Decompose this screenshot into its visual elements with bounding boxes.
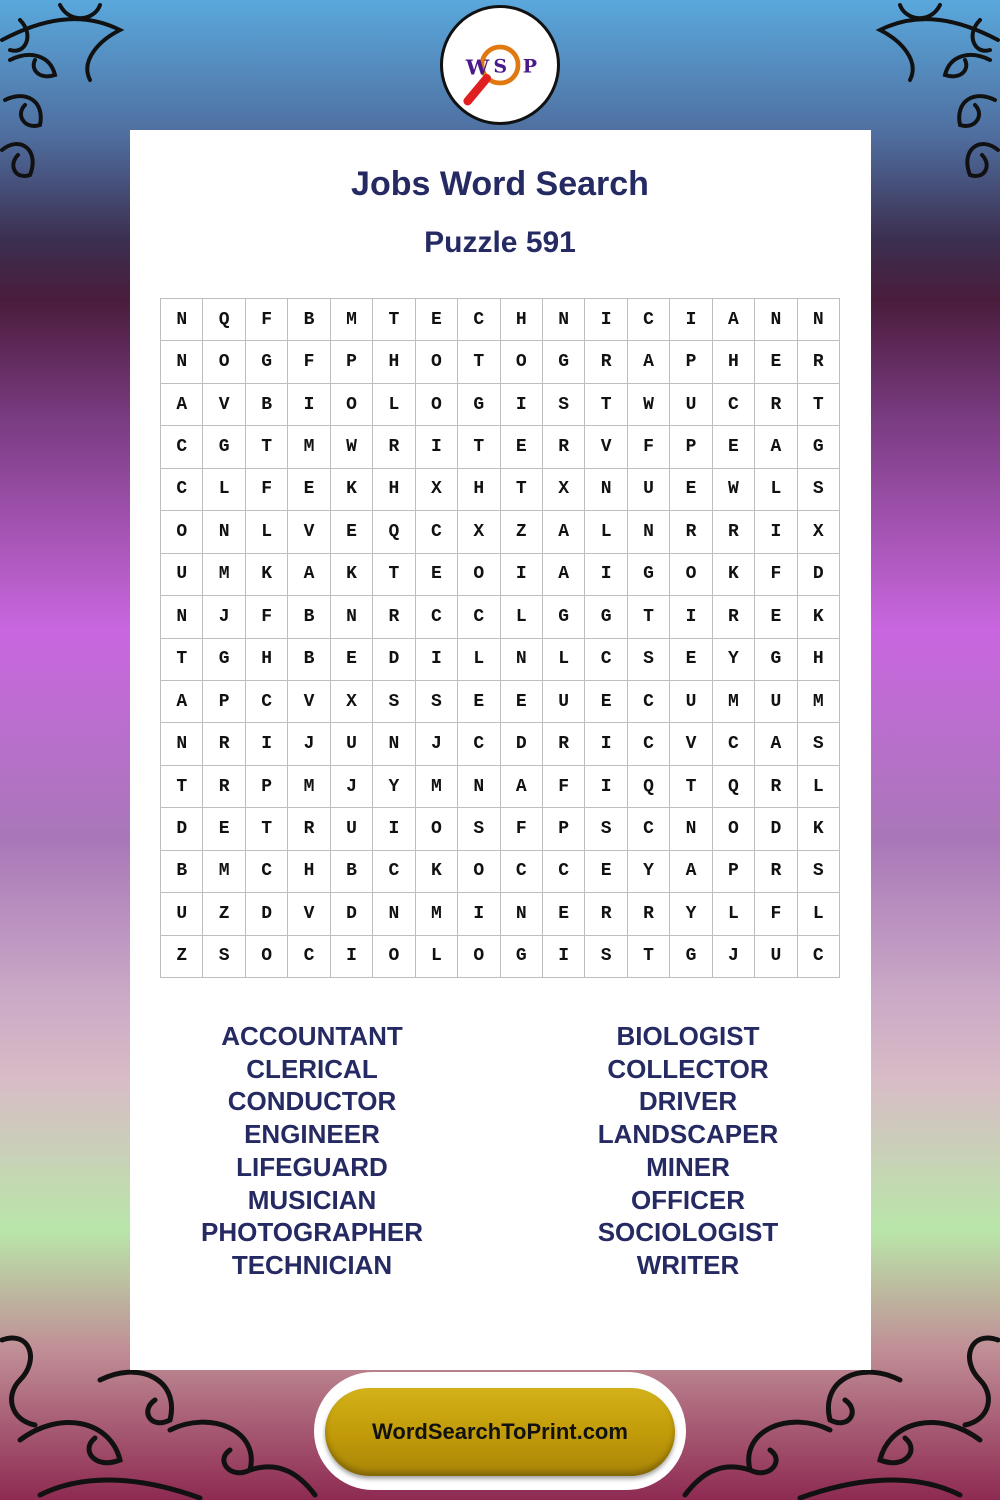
grid-cell[interactable]: E [585, 851, 627, 893]
word-list-item: WRITER [636, 1249, 740, 1280]
grid-cell[interactable]: E [543, 893, 585, 935]
grid-cell[interactable]: V [288, 893, 330, 935]
grid-cell[interactable]: E [331, 639, 373, 681]
footer-website-button[interactable]: WordSearchToPrint.com [325, 1388, 675, 1476]
grid-cell[interactable]: R [585, 893, 627, 935]
grid-cell[interactable]: K [713, 554, 755, 596]
grid-cell[interactable]: A [288, 554, 330, 596]
grid-cell[interactable]: Z [501, 511, 543, 553]
grid-cell[interactable]: I [416, 639, 458, 681]
grid-cell[interactable]: T [628, 936, 670, 978]
grid-cell[interactable]: F [628, 426, 670, 468]
grid-cell[interactable]: N [161, 596, 203, 638]
grid-cell[interactable]: I [416, 426, 458, 468]
grid-cell[interactable]: N [798, 299, 840, 341]
grid-cell[interactable]: O [203, 341, 245, 383]
grid-cell[interactable]: L [798, 766, 840, 808]
grid-cell[interactable]: N [331, 596, 373, 638]
grid-cell[interactable]: G [458, 384, 500, 426]
word-list-item: CLERICAL [246, 1053, 378, 1084]
grid-cell[interactable]: F [246, 299, 288, 341]
grid-cell[interactable]: G [246, 341, 288, 383]
grid-cell[interactable]: O [501, 341, 543, 383]
grid-cell[interactable]: Q [713, 766, 755, 808]
grid-cell[interactable]: G [501, 936, 543, 978]
grid-cell[interactable]: K [331, 554, 373, 596]
grid-cell[interactable]: F [246, 469, 288, 511]
grid-cell[interactable]: G [628, 554, 670, 596]
grid-cell[interactable]: O [373, 936, 415, 978]
grid-cell[interactable]: I [585, 723, 627, 765]
grid-cell[interactable]: A [670, 851, 712, 893]
grid-cell[interactable]: O [713, 808, 755, 850]
grid-cell[interactable]: B [161, 851, 203, 893]
grid-cell[interactable]: N [755, 299, 797, 341]
letter-grid [160, 298, 840, 978]
grid-cell[interactable]: K [331, 469, 373, 511]
grid-cell[interactable]: E [416, 299, 458, 341]
grid-cell[interactable]: B [288, 639, 330, 681]
grid-cell[interactable]: U [543, 681, 585, 723]
grid-cell[interactable]: L [798, 893, 840, 935]
word-list-item: TECHNICIAN [231, 1249, 393, 1280]
grid-cell[interactable]: N [501, 893, 543, 935]
grid-cell[interactable]: C [246, 681, 288, 723]
grid-cell[interactable]: V [288, 681, 330, 723]
grid-cell[interactable]: R [798, 341, 840, 383]
grid-cell[interactable]: R [713, 511, 755, 553]
grid-cell[interactable]: O [331, 384, 373, 426]
grid-cell[interactable]: O [416, 341, 458, 383]
grid-cell[interactable]: R [755, 766, 797, 808]
grid-cell[interactable]: N [203, 511, 245, 553]
grid-cell[interactable]: R [288, 808, 330, 850]
grid-cell[interactable]: E [288, 469, 330, 511]
word-list-item: LANDSCAPER [597, 1119, 779, 1150]
grid-cell[interactable]: K [798, 808, 840, 850]
grid-cell[interactable]: P [203, 681, 245, 723]
grid-cell[interactable]: O [416, 384, 458, 426]
grid-cell[interactable]: I [585, 554, 627, 596]
grid-cell[interactable]: P [670, 426, 712, 468]
grid-cell[interactable]: A [543, 511, 585, 553]
grid-cell[interactable]: F [501, 808, 543, 850]
grid-cell[interactable]: A [628, 341, 670, 383]
grid-cell[interactable]: O [416, 808, 458, 850]
grid-cell[interactable]: D [161, 808, 203, 850]
grid-cell[interactable]: E [755, 341, 797, 383]
grid-cell[interactable]: K [798, 596, 840, 638]
grid-cell[interactable]: C [628, 681, 670, 723]
grid-cell[interactable]: R [373, 596, 415, 638]
page-title: Jobs Word Search [351, 165, 649, 203]
grid-cell[interactable]: E [501, 681, 543, 723]
grid-cell[interactable]: M [288, 426, 330, 468]
grid-cell[interactable]: E [670, 469, 712, 511]
grid-cell[interactable]: A [501, 766, 543, 808]
grid-cell[interactable]: L [203, 469, 245, 511]
grid-cell[interactable]: A [755, 723, 797, 765]
grid-cell[interactable]: L [713, 893, 755, 935]
grid-cell[interactable]: T [161, 639, 203, 681]
grid-cell[interactable]: T [501, 469, 543, 511]
grid-cell[interactable]: H [373, 341, 415, 383]
grid-cell[interactable]: C [458, 299, 500, 341]
grid-cell[interactable]: T [585, 384, 627, 426]
grid-cell[interactable]: E [755, 596, 797, 638]
grid-cell[interactable]: H [501, 299, 543, 341]
grid-cell[interactable]: F [755, 554, 797, 596]
grid-cell[interactable]: D [246, 893, 288, 935]
grid-cell[interactable]: N [543, 299, 585, 341]
grid-cell[interactable]: H [798, 639, 840, 681]
grid-cell[interactable]: I [543, 936, 585, 978]
grid-cell[interactable]: N [161, 723, 203, 765]
grid-cell[interactable]: E [331, 511, 373, 553]
grid-cell[interactable]: P [713, 851, 755, 893]
grid-cell[interactable]: U [628, 469, 670, 511]
grid-cell[interactable]: O [458, 851, 500, 893]
grid-cell[interactable]: R [713, 596, 755, 638]
grid-cell[interactable]: I [458, 893, 500, 935]
grid-cell[interactable]: L [543, 639, 585, 681]
grid-cell[interactable]: G [543, 341, 585, 383]
word-list-item: PHOTOGRAPHER [201, 1217, 423, 1248]
grid-cell[interactable]: P [670, 341, 712, 383]
word-list-item: MUSICIAN [247, 1184, 377, 1215]
grid-cell[interactable]: L [501, 596, 543, 638]
grid-cell[interactable]: R [543, 426, 585, 468]
grid-cell[interactable]: P [331, 341, 373, 383]
grid-cell[interactable]: C [628, 299, 670, 341]
grid-cell[interactable]: H [713, 341, 755, 383]
word-list-left [152, 1020, 472, 1282]
grid-cell[interactable]: R [755, 384, 797, 426]
grid-cell[interactable]: I [331, 936, 373, 978]
grid-cell[interactable]: G [670, 936, 712, 978]
grid-cell[interactable]: T [373, 299, 415, 341]
grid-cell[interactable]: T [628, 596, 670, 638]
grid-cell[interactable]: F [543, 766, 585, 808]
grid-cell[interactable]: B [288, 596, 330, 638]
word-list-item: OFFICER [630, 1184, 746, 1215]
grid-cell[interactable]: C [628, 723, 670, 765]
grid-cell[interactable]: R [585, 341, 627, 383]
grid-cell[interactable]: S [416, 681, 458, 723]
grid-cell[interactable]: G [203, 639, 245, 681]
grid-cell[interactable]: S [798, 723, 840, 765]
grid-cell[interactable]: J [416, 723, 458, 765]
grid-cell[interactable]: Z [161, 936, 203, 978]
grid-cell[interactable]: X [331, 681, 373, 723]
grid-cell[interactable]: U [755, 936, 797, 978]
grid-cell[interactable]: H [373, 469, 415, 511]
grid-cell[interactable]: X [543, 469, 585, 511]
grid-cell[interactable]: R [628, 893, 670, 935]
grid-cell[interactable]: N [585, 469, 627, 511]
grid-cell[interactable]: T [246, 426, 288, 468]
grid-cell[interactable]: B [246, 384, 288, 426]
grid-cell[interactable]: A [161, 681, 203, 723]
grid-cell[interactable]: Y [713, 639, 755, 681]
grid-cell[interactable]: J [203, 596, 245, 638]
grid-cell[interactable]: T [458, 426, 500, 468]
grid-cell[interactable]: S [543, 384, 585, 426]
grid-cell[interactable]: E [713, 426, 755, 468]
grid-cell[interactable]: E [416, 554, 458, 596]
word-list-right [528, 1020, 848, 1282]
grid-cell[interactable]: E [670, 639, 712, 681]
grid-cell[interactable]: M [203, 554, 245, 596]
grid-cell[interactable]: O [458, 936, 500, 978]
logo-letter-w: W [465, 54, 490, 80]
site-logo[interactable] [440, 5, 560, 125]
grid-cell[interactable]: Y [628, 851, 670, 893]
grid-cell[interactable]: D [798, 554, 840, 596]
grid-cell[interactable]: U [331, 808, 373, 850]
grid-cell[interactable]: C [798, 936, 840, 978]
grid-cell[interactable]: N [670, 808, 712, 850]
grid-cell[interactable]: H [288, 851, 330, 893]
grid-cell[interactable]: C [458, 596, 500, 638]
grid-cell[interactable]: M [203, 851, 245, 893]
grid-cell[interactable]: K [416, 851, 458, 893]
grid-cell[interactable]: U [670, 681, 712, 723]
grid-cell[interactable]: L [416, 936, 458, 978]
grid-cell[interactable]: F [755, 893, 797, 935]
grid-cell[interactable]: C [501, 851, 543, 893]
grid-cell[interactable]: S [373, 681, 415, 723]
grid-cell[interactable]: C [246, 851, 288, 893]
grid-cell[interactable]: R [203, 766, 245, 808]
grid-cell[interactable]: X [798, 511, 840, 553]
grid-cell[interactable]: L [755, 469, 797, 511]
grid-cell[interactable]: U [161, 893, 203, 935]
grid-cell[interactable]: Y [373, 766, 415, 808]
grid-cell[interactable]: M [798, 681, 840, 723]
grid-cell[interactable]: E [585, 681, 627, 723]
grid-cell[interactable]: L [373, 384, 415, 426]
logo-letter-s: S [493, 55, 508, 78]
grid-cell[interactable]: V [203, 384, 245, 426]
word-list-item: COLLECTOR [607, 1053, 769, 1084]
grid-cell[interactable]: X [458, 511, 500, 553]
grid-cell[interactable]: C [373, 851, 415, 893]
grid-cell[interactable]: L [585, 511, 627, 553]
grid-cell[interactable]: O [670, 554, 712, 596]
grid-cell[interactable]: W [628, 384, 670, 426]
magnifier-icon [443, 8, 557, 122]
word-list-item: MINER [646, 1151, 730, 1182]
grid-cell[interactable]: C [416, 596, 458, 638]
grid-cell[interactable]: J [288, 723, 330, 765]
grid-cell[interactable]: T [458, 341, 500, 383]
grid-cell[interactable]: N [161, 341, 203, 383]
grid-cell[interactable]: I [501, 384, 543, 426]
grid-cell[interactable]: S [203, 936, 245, 978]
grid-cell[interactable]: Y [670, 893, 712, 935]
grid-cell[interactable]: H [246, 639, 288, 681]
grid-cell[interactable]: I [501, 554, 543, 596]
word-list-item: DRIVER [638, 1086, 738, 1117]
grid-cell[interactable]: R [203, 723, 245, 765]
grid-cell[interactable]: Q [373, 511, 415, 553]
grid-cell[interactable]: T [246, 808, 288, 850]
grid-cell[interactable]: K [246, 554, 288, 596]
grid-cell[interactable]: C [288, 936, 330, 978]
grid-cell[interactable]: C [458, 723, 500, 765]
grid-cell[interactable]: O [161, 511, 203, 553]
grid-cell[interactable]: I [373, 808, 415, 850]
logo-letter-p: P [522, 55, 538, 78]
word-list-item: CONDUCTOR [227, 1086, 397, 1117]
word-list-item: LIFEGUARD [236, 1151, 388, 1182]
grid-cell[interactable]: R [755, 851, 797, 893]
grid-cell[interactable]: J [713, 936, 755, 978]
grid-cell[interactable]: A [161, 384, 203, 426]
grid-cell[interactable]: G [585, 596, 627, 638]
grid-cell[interactable]: I [246, 723, 288, 765]
grid-cell[interactable]: S [585, 808, 627, 850]
grid-cell[interactable]: U [331, 723, 373, 765]
grid-cell[interactable]: E [501, 426, 543, 468]
grid-cell[interactable]: O [458, 554, 500, 596]
grid-cell[interactable]: D [501, 723, 543, 765]
grid-cell[interactable]: D [373, 639, 415, 681]
grid-cell[interactable]: U [161, 554, 203, 596]
grid-cell[interactable]: G [203, 426, 245, 468]
grid-cell[interactable]: T [798, 384, 840, 426]
grid-cell[interactable]: E [458, 681, 500, 723]
grid-cell[interactable]: D [331, 893, 373, 935]
grid-cell[interactable]: I [585, 766, 627, 808]
word-list-item: ENGINEER [244, 1119, 380, 1150]
grid-cell[interactable]: S [798, 851, 840, 893]
grid-cell[interactable]: E [203, 808, 245, 850]
grid-cell[interactable]: U [670, 384, 712, 426]
grid-cell[interactable]: C [628, 808, 670, 850]
grid-cell[interactable]: I [288, 384, 330, 426]
grid-cell[interactable]: C [713, 723, 755, 765]
grid-cell[interactable]: S [585, 936, 627, 978]
grid-cell[interactable]: J [331, 766, 373, 808]
grid-cell[interactable]: N [501, 639, 543, 681]
word-list-item: BIOLOGIST [616, 1021, 760, 1051]
grid-cell[interactable]: V [670, 723, 712, 765]
grid-cell[interactable]: I [755, 511, 797, 553]
grid-cell[interactable]: M [331, 299, 373, 341]
grid-cell[interactable]: C [161, 469, 203, 511]
grid-cell[interactable]: V [288, 511, 330, 553]
grid-cell[interactable]: A [713, 299, 755, 341]
grid-cell[interactable]: M [713, 681, 755, 723]
grid-cell[interactable]: R [670, 511, 712, 553]
grid-cell[interactable]: M [416, 766, 458, 808]
word-list-item: SOCIOLOGIST [597, 1217, 779, 1248]
grid-cell[interactable]: T [161, 766, 203, 808]
grid-cell[interactable]: S [628, 639, 670, 681]
grid-cell[interactable]: I [670, 596, 712, 638]
grid-cell[interactable]: O [246, 936, 288, 978]
grid-cell[interactable]: P [543, 808, 585, 850]
grid-cell[interactable]: H [458, 469, 500, 511]
grid-cell[interactable]: Q [628, 766, 670, 808]
grid-cell[interactable]: L [246, 511, 288, 553]
grid-cell[interactable]: N [628, 511, 670, 553]
grid-cell[interactable]: B [288, 299, 330, 341]
grid-cell[interactable]: A [543, 554, 585, 596]
grid-cell[interactable]: V [585, 426, 627, 468]
grid-cell[interactable]: R [543, 723, 585, 765]
grid-cell[interactable]: I [670, 299, 712, 341]
grid-cell[interactable]: M [416, 893, 458, 935]
grid-cell[interactable]: C [161, 426, 203, 468]
grid-cell[interactable]: N [373, 723, 415, 765]
grid-cell[interactable]: M [288, 766, 330, 808]
grid-cell[interactable]: R [373, 426, 415, 468]
grid-cell[interactable]: W [331, 426, 373, 468]
grid-cell[interactable]: G [755, 639, 797, 681]
grid-cell[interactable]: F [246, 596, 288, 638]
grid-cell[interactable]: S [798, 469, 840, 511]
grid-cell[interactable]: W [713, 469, 755, 511]
grid-cell[interactable]: Z [203, 893, 245, 935]
grid-cell[interactable]: G [543, 596, 585, 638]
grid-cell[interactable]: G [798, 426, 840, 468]
grid-cell[interactable]: Q [203, 299, 245, 341]
grid-cell[interactable]: T [670, 766, 712, 808]
grid-cell[interactable]: A [755, 426, 797, 468]
grid-cell[interactable]: D [755, 808, 797, 850]
grid-cell[interactable]: N [458, 766, 500, 808]
puzzle-number: Puzzle 591 [424, 226, 576, 259]
word-list-item: ACCOUNTANT [221, 1021, 403, 1051]
grid-cell[interactable]: F [288, 341, 330, 383]
grid-cell[interactable]: S [458, 808, 500, 850]
grid-cell[interactable]: B [331, 851, 373, 893]
grid-cell[interactable]: C [713, 384, 755, 426]
grid-cell[interactable]: N [373, 893, 415, 935]
grid-cell[interactable]: C [416, 511, 458, 553]
grid-cell[interactable]: P [246, 766, 288, 808]
grid-cell[interactable]: T [373, 554, 415, 596]
grid-cell[interactable]: L [458, 639, 500, 681]
grid-cell[interactable]: I [585, 299, 627, 341]
grid-cell[interactable]: C [585, 639, 627, 681]
grid-cell[interactable]: U [755, 681, 797, 723]
grid-cell[interactable]: X [416, 469, 458, 511]
grid-cell[interactable]: N [161, 299, 203, 341]
grid-cell[interactable]: C [543, 851, 585, 893]
